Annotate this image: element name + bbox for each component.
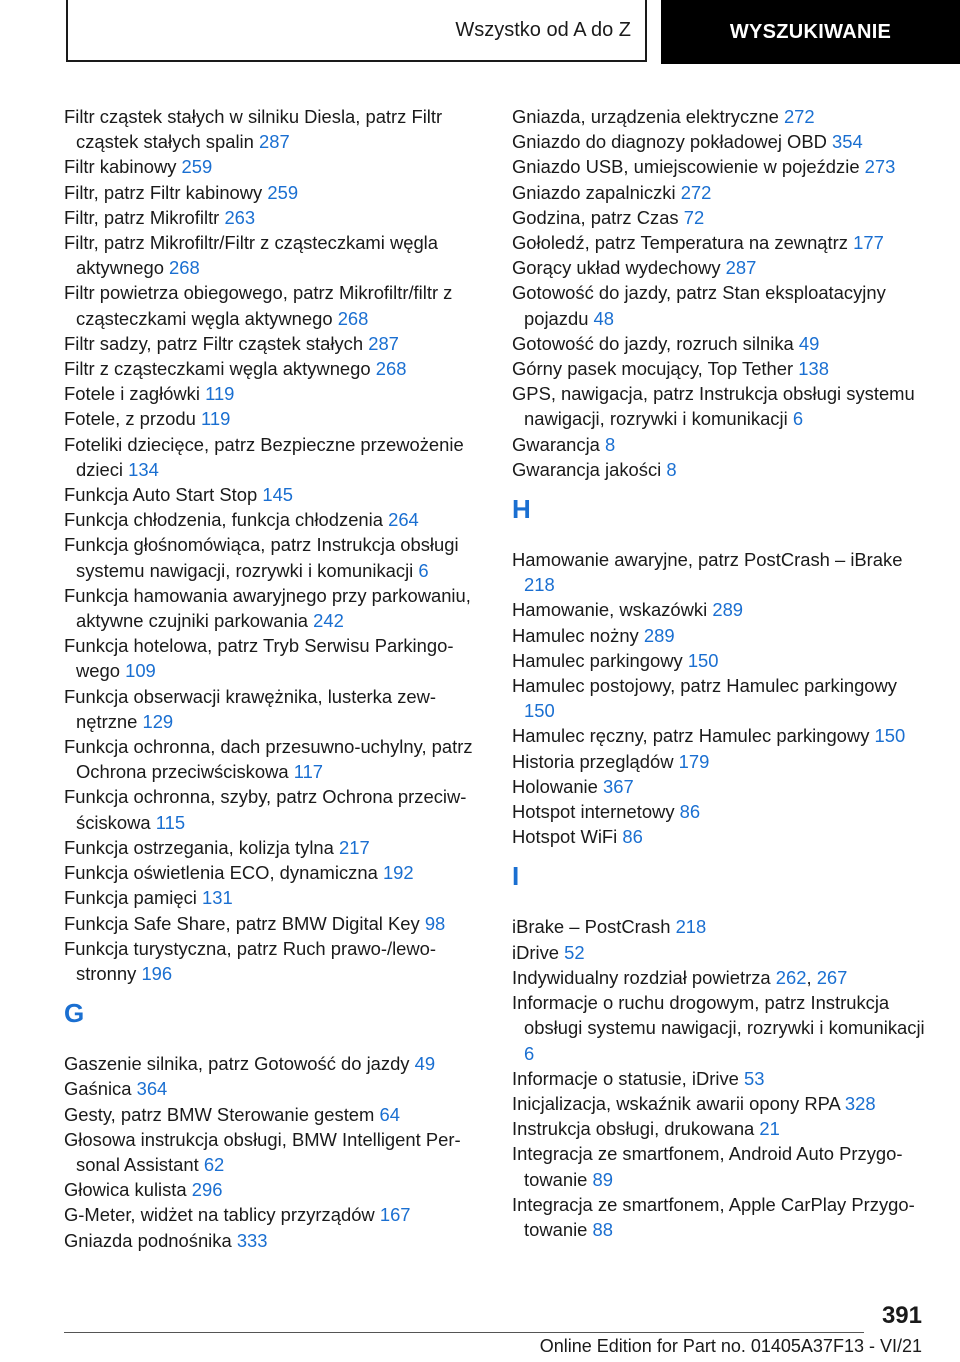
page-reference-link[interactable]: 53 bbox=[744, 1067, 765, 1089]
index-entry-text: Funkcja ochronna, szyby, patrz Ochrona przeciwściskowa bbox=[64, 786, 467, 833]
index-entry bbox=[64, 180, 489, 205]
index-entry bbox=[512, 648, 932, 673]
index-column-left bbox=[64, 104, 489, 1253]
index-entry-text: Integracja ze smartfonem, Apple CarPlay Przygotowanie bbox=[512, 1193, 915, 1240]
page-reference-link[interactable]: 150 bbox=[874, 725, 906, 747]
index-entry bbox=[64, 406, 489, 431]
page-reference-link[interactable]: 272 bbox=[680, 181, 712, 203]
index-entry bbox=[512, 597, 932, 622]
index-entry-text: Funkcja obserwacji krawężnika, lusterka zewnętrzne bbox=[64, 685, 437, 732]
index-entry bbox=[512, 154, 932, 179]
page-reference-link[interactable]: 6 bbox=[524, 1042, 535, 1064]
index-entry bbox=[64, 936, 489, 986]
index-entry-text: Instrukcja obsługi, drukowana bbox=[512, 1118, 755, 1140]
page-number: 391 bbox=[881, 1302, 922, 1329]
page-reference-link[interactable]: 72 bbox=[683, 206, 705, 228]
index-entry bbox=[64, 885, 489, 910]
index-entry-text: Funkcja hotelowa, patrz Tryb Serwisu Parkingowego bbox=[64, 635, 454, 682]
index-entry-text: Filtr sadzy, patrz Filtr cząstek stałych bbox=[64, 332, 364, 354]
index-entry bbox=[512, 824, 932, 849]
index-entry bbox=[64, 784, 489, 834]
index-entry bbox=[64, 205, 489, 230]
page-reference-link[interactable]: 263 bbox=[224, 206, 256, 228]
page-reference-link[interactable]: 218 bbox=[524, 574, 555, 596]
index-entry-text: Gotowość do jazdy, patrz Stan eksploatacyjny pojazdu bbox=[512, 282, 886, 329]
page-reference-link[interactable]: 145 bbox=[262, 484, 294, 506]
page-reference-link[interactable]: 8 bbox=[666, 458, 677, 480]
page-reference-link[interactable]: 272 bbox=[783, 106, 815, 127]
index-entry-text: iDrive bbox=[512, 941, 560, 963]
page-reference-link[interactable]: 88 bbox=[592, 1218, 613, 1240]
index-entry-text: Fotele i zagłówki bbox=[64, 383, 200, 405]
page-reference-link[interactable]: 131 bbox=[202, 887, 233, 909]
page-reference-link[interactable]: 354 bbox=[832, 131, 863, 153]
page-reference-link[interactable]: 273 bbox=[864, 156, 896, 178]
index-entry-text: Filtr z cząsteczkami węgla aktywnego bbox=[64, 358, 371, 380]
index-entry-text: Gniazdo USB, umiejscowienie w pojeździe bbox=[512, 156, 860, 178]
index-entry bbox=[512, 356, 932, 381]
page-reference-link[interactable]: 179 bbox=[678, 750, 710, 772]
index-entry: Indywidualny rozdział powietrza 262, 267 bbox=[512, 966, 848, 988]
index-entry bbox=[512, 1066, 932, 1091]
index-letter-heading: I bbox=[512, 861, 520, 892]
index-entry-text: Filtr, patrz Mikrofiltr bbox=[64, 206, 220, 228]
index-entry bbox=[64, 1177, 489, 1202]
index-entry bbox=[512, 180, 932, 205]
index-entry-text: Historia przeglądów bbox=[512, 750, 674, 772]
index-entry-text: GPS, nawigacja, patrz Instrukcja obsługi systemu nawigacji, rozrywki i komunikacji bbox=[512, 383, 915, 430]
page-reference-link[interactable]: 49 bbox=[414, 1053, 436, 1075]
search-tab[interactable]: WYSZUKIWANIE bbox=[661, 0, 960, 64]
section-title: Wszystko od A do Z bbox=[66, 0, 647, 62]
index-entry bbox=[512, 104, 932, 129]
index-entry-text: Funkcja turystyczna, patrz Ruch prawo-/lewostronny bbox=[64, 937, 437, 984]
index-entry-text: Inicjalizacja, wskaźnik awarii opony RPA bbox=[512, 1092, 840, 1114]
page-reference-link[interactable]: 289 bbox=[712, 599, 744, 621]
page-reference-link[interactable]: 328 bbox=[844, 1092, 876, 1114]
index-entry-text: Gaśnica bbox=[64, 1078, 132, 1100]
index-entry bbox=[64, 734, 489, 784]
index-entry-text: Funkcja Auto Start Stop bbox=[64, 484, 258, 506]
index-entry bbox=[64, 1076, 489, 1101]
page-reference-link[interactable]: 287 bbox=[368, 332, 399, 354]
footer-divider bbox=[64, 1332, 864, 1333]
index-entry bbox=[512, 255, 932, 280]
page-reference-link[interactable]: 242 bbox=[313, 610, 344, 632]
index-entry-text: Informacje o statusie, iDrive bbox=[512, 1067, 739, 1089]
index-entry-text: Funkcja pamięci bbox=[64, 887, 197, 909]
index-entry bbox=[512, 774, 932, 799]
page-reference-link[interactable]: 268 bbox=[169, 257, 200, 279]
page-reference-link[interactable]: 119 bbox=[205, 383, 235, 405]
index-entry bbox=[64, 1127, 489, 1177]
page-reference-link[interactable]: 86 bbox=[622, 826, 643, 848]
index-entry bbox=[512, 331, 932, 356]
index-entry-text: Głosowa instrukcja obsługi, BMW Intelligent Personal Assistant bbox=[64, 1128, 461, 1175]
page-reference-link[interactable]: 98 bbox=[424, 912, 446, 934]
index-entry-text: Hamowanie awaryjne, patrz PostCrash – iBrake bbox=[512, 549, 903, 571]
index-entry-text: Hamulec ręczny, patrz Hamulec parkingowy bbox=[512, 725, 870, 747]
page-header bbox=[66, 0, 960, 64]
index-entry bbox=[64, 482, 489, 507]
index-entry bbox=[64, 583, 489, 633]
index-entry-text: Filtr powietrza obiegowego, patrz Mikrofiltr/filtr z cząsteczkami węgla aktywnego bbox=[64, 282, 453, 329]
index-entry bbox=[64, 1102, 489, 1127]
index-entry bbox=[64, 331, 489, 356]
index-entry-text: Gwarancja bbox=[512, 433, 600, 455]
index-entry bbox=[64, 633, 489, 683]
index-entry bbox=[512, 673, 932, 723]
index-entry bbox=[512, 1091, 932, 1116]
page-reference-link[interactable]: 259 bbox=[181, 156, 213, 178]
index-entry bbox=[512, 547, 932, 597]
index-entry bbox=[64, 1228, 489, 1253]
index-entry-text: Hamulec postojowy, patrz Hamulec parkingowy bbox=[512, 675, 897, 697]
page-reference-link[interactable]: 150 bbox=[687, 649, 719, 671]
page-reference-link[interactable]: 177 bbox=[853, 232, 884, 254]
page-reference-link[interactable]: 48 bbox=[593, 307, 615, 329]
page-reference-link[interactable]: 167 bbox=[379, 1204, 411, 1226]
page-reference-link[interactable]: 268 bbox=[337, 307, 369, 329]
index-entry-text: Holowanie bbox=[512, 775, 598, 797]
page-reference-link[interactable]: 62 bbox=[203, 1153, 225, 1175]
page-reference-link[interactable]: 218 bbox=[675, 916, 707, 938]
page-reference-link[interactable]: 217 bbox=[339, 836, 370, 858]
page-reference-link[interactable]: 117 bbox=[293, 761, 324, 783]
index-entry bbox=[512, 1192, 932, 1242]
index-entry bbox=[512, 205, 932, 230]
page-reference-link[interactable]: 196 bbox=[141, 962, 173, 984]
page-reference-link[interactable]: 64 bbox=[379, 1103, 400, 1125]
index-entry bbox=[512, 799, 932, 824]
index-entry-text: Filtr, patrz Filtr kabinowy bbox=[64, 181, 263, 203]
index-entry bbox=[64, 911, 489, 936]
index-entry bbox=[64, 104, 489, 154]
index-entry-text: Hotspot WiFi bbox=[512, 826, 618, 848]
index-entry-text: Gorący układ wydechowy bbox=[512, 257, 721, 279]
page-reference-link[interactable]: 289 bbox=[643, 624, 675, 646]
index-entry-text: Godzina, patrz Czas bbox=[512, 206, 679, 228]
page-reference-link[interactable]: 367 bbox=[603, 775, 634, 797]
index-entry-text: Gaszenie silnika, patrz Gotowość do jazdy bbox=[64, 1053, 410, 1075]
index-entry-text: Gwarancja jakości bbox=[512, 458, 662, 480]
page-reference-link[interactable]: 296 bbox=[191, 1179, 223, 1201]
index-entry-text: Indywidualny rozdział powietrza bbox=[512, 966, 771, 988]
index-entry-text: Funkcja ostrzegania, kolizja tylna bbox=[64, 836, 334, 858]
page-reference-link[interactable]: 267 bbox=[816, 966, 848, 988]
index-entry bbox=[512, 1141, 932, 1191]
page-reference-link[interactable]: 52 bbox=[564, 941, 585, 963]
index-entry-text: iBrake – PostCrash bbox=[512, 916, 671, 938]
page-reference-link[interactable]: 364 bbox=[136, 1078, 168, 1100]
page-reference-link[interactable]: 268 bbox=[375, 358, 407, 380]
page-reference-link[interactable]: 86 bbox=[679, 801, 701, 823]
index-entry-text: Integracja ze smartfonem, Android Auto Przygotowanie bbox=[512, 1143, 903, 1190]
page-reference-link[interactable]: 333 bbox=[236, 1229, 268, 1251]
page-reference-link[interactable]: 150 bbox=[524, 700, 555, 722]
page-reference-link[interactable]: 138 bbox=[798, 358, 829, 380]
index-entry bbox=[512, 940, 932, 965]
page-reference-link[interactable]: 134 bbox=[128, 458, 159, 480]
index-entry bbox=[64, 507, 489, 532]
page-reference-link[interactable]: 109 bbox=[125, 660, 156, 682]
index-entry-text: Gniazdo zapalniczki bbox=[512, 181, 676, 203]
index-entry-text: Gotowość do jazdy, rozruch silnika bbox=[512, 332, 794, 354]
page-reference-link[interactable]: 262 bbox=[775, 966, 807, 988]
index-entry bbox=[512, 280, 932, 330]
index-entry bbox=[64, 532, 489, 582]
index-entry bbox=[512, 914, 932, 939]
index-entry bbox=[512, 1116, 932, 1141]
index-entry-text: Filtr cząstek stałych w silniku Diesla, patrz Filtr cząstek stałych spalin bbox=[64, 106, 443, 153]
index-entry bbox=[64, 280, 489, 330]
page-reference-link[interactable]: 259 bbox=[267, 181, 299, 203]
index-entry-text: Głowica kulista bbox=[64, 1179, 187, 1201]
index-entry-text: Hamowanie, wskazówki bbox=[512, 599, 708, 621]
index-entry-text: Informacje o ruchu drogowym, patrz Instrukcja obsługi systemu nawigacji, rozrywki i komunikacji bbox=[512, 992, 925, 1039]
page-reference-link[interactable]: 192 bbox=[382, 862, 414, 884]
index-entry bbox=[512, 230, 932, 255]
index-entry bbox=[512, 723, 932, 748]
page-reference-link[interactable]: 49 bbox=[798, 332, 820, 354]
index-entry-text: Hamulec parkingowy bbox=[512, 649, 683, 671]
index-entry-text: Funkcja ochronna, dach przesuwno-uchylny, patrz Ochrona przeciwściskowa bbox=[64, 736, 473, 783]
index-entry-text: Foteliki dziecięce, patrz Bezpieczne przewożenie dzieci bbox=[64, 433, 464, 480]
index-entry-text: Filtr kabinowy bbox=[64, 156, 177, 178]
index-entry-text: Filtr, patrz Mikrofiltr/Filtr z cząsteczkami węgla aktywnego bbox=[64, 232, 438, 279]
index-entry bbox=[512, 749, 932, 774]
index-entry bbox=[64, 356, 489, 381]
index-entry-text: Funkcja Safe Share, patrz BMW Digital Key bbox=[64, 912, 420, 934]
page-reference-link[interactable]: 129 bbox=[142, 710, 174, 732]
index-entry bbox=[512, 432, 932, 457]
index-entry bbox=[512, 990, 932, 1066]
page-reference-link[interactable]: 6 bbox=[418, 559, 429, 581]
index-entry-text: Gniazda podnośnika bbox=[64, 1229, 232, 1251]
index-entry bbox=[512, 623, 932, 648]
index-entry bbox=[512, 457, 932, 482]
index-entry bbox=[64, 684, 489, 734]
index-entry bbox=[64, 154, 489, 179]
index-entry bbox=[512, 129, 932, 154]
index-entry-text: Funkcja oświetlenia ECO, dynamiczna bbox=[64, 862, 378, 884]
index-entry-text: Hamulec nożny bbox=[512, 624, 639, 646]
page-reference-link[interactable]: 21 bbox=[759, 1118, 780, 1140]
index-entry-text: Funkcja głośnomówiąca, patrz Instrukcja obsługi systemu nawigacji, rozrywki i komunikacji bbox=[64, 534, 459, 581]
index-entry-text: Górny pasek mocujący, Top Tether bbox=[512, 358, 794, 380]
index-entry bbox=[64, 1051, 489, 1076]
index-entry-text: Funkcja hamowania awaryjnego przy parkowaniu, aktywne czujniki parkowania bbox=[64, 584, 471, 632]
index-entry-text: G-Meter, widżet na tablicy przyrządów bbox=[64, 1204, 375, 1226]
page-reference-link[interactable]: 115 bbox=[155, 811, 186, 833]
index-entry-text: Gniazda, urządzenia elektryczne bbox=[512, 106, 779, 127]
index-entry bbox=[64, 381, 489, 406]
page-reference-link[interactable]: 89 bbox=[592, 1168, 613, 1190]
page-reference-link[interactable]: 264 bbox=[388, 509, 419, 531]
index-entry bbox=[64, 230, 489, 280]
index-letter-heading: H bbox=[512, 494, 531, 525]
index-column-right bbox=[512, 104, 932, 1242]
index-entry bbox=[64, 835, 489, 860]
page-reference-link[interactable]: 119 bbox=[201, 408, 231, 430]
index-entry-text: Funkcja chłodzenia, funkcja chłodzenia bbox=[64, 509, 383, 531]
index-entry bbox=[64, 1202, 489, 1227]
index-entry-text: Gołoledź, patrz Temperatura na zewnątrz bbox=[512, 232, 848, 254]
index-entry-text: Hotspot internetowy bbox=[512, 801, 675, 823]
footer-edition: Online Edition for Part no. 01405A37F13 - VI/21 bbox=[539, 1336, 922, 1356]
index-letter-heading: G bbox=[64, 998, 85, 1029]
index-entry-text: Gniazdo do diagnozy pokładowej OBD bbox=[512, 131, 827, 153]
page-reference-link[interactable]: 287 bbox=[725, 257, 757, 279]
index-entry-text: Gesty, patrz BMW Sterowanie gestem bbox=[64, 1103, 375, 1125]
index-entry bbox=[64, 432, 489, 482]
page-reference-link[interactable]: 8 bbox=[605, 433, 616, 455]
page-reference-link[interactable]: 287 bbox=[258, 131, 290, 153]
index-entry bbox=[64, 860, 489, 885]
index-entry bbox=[512, 381, 932, 431]
page-reference-link[interactable]: 6 bbox=[792, 408, 804, 430]
index-entry-text: Fotele, z przodu bbox=[64, 408, 196, 430]
